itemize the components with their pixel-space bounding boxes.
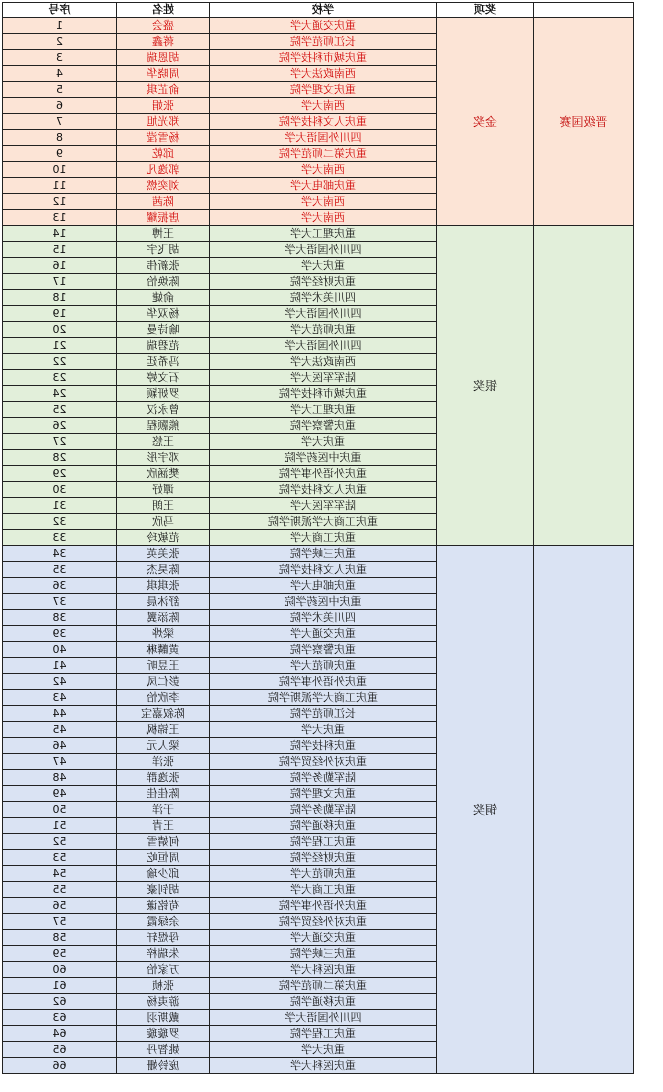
number-cell: 13 xyxy=(3,210,117,226)
name-cell: 马欣 xyxy=(117,514,210,530)
school-cell: 重庆第二师范学院 xyxy=(210,146,437,162)
name-cell: 熊颢程 xyxy=(117,418,210,434)
name-cell: 张美英 xyxy=(117,546,210,562)
number-cell: 35 xyxy=(3,562,117,578)
school-cell: 四川外国语大学 xyxy=(210,338,437,354)
school-cell: 重庆第二师范学院 xyxy=(210,978,437,994)
name-cell: 梁烨 xyxy=(117,626,210,642)
number-cell: 5 xyxy=(3,82,117,98)
header-no: 序号 xyxy=(3,3,117,18)
number-cell: 50 xyxy=(3,802,117,818)
number-cell: 2 xyxy=(3,34,117,50)
name-cell: 谭妤 xyxy=(117,482,210,498)
school-cell: 陆军军医大学 xyxy=(210,370,437,386)
school-cell: 长江师范学院 xyxy=(210,706,437,722)
school-cell: 重庆移通学院 xyxy=(210,994,437,1010)
award-cell: 金奖 xyxy=(437,18,534,226)
school-cell: 重庆师范大学 xyxy=(210,322,437,338)
number-cell: 20 xyxy=(3,322,117,338)
category-cell: 晋级国赛 xyxy=(534,18,634,226)
number-cell: 49 xyxy=(3,786,117,802)
name-cell: 姚智丹 xyxy=(117,1042,210,1058)
school-cell: 重庆工程学院 xyxy=(210,1026,437,1042)
name-cell: 彭仁凤 xyxy=(117,674,210,690)
name-cell: 王博 xyxy=(117,226,210,242)
number-cell: 40 xyxy=(3,642,117,658)
number-cell: 8 xyxy=(3,130,117,146)
school-cell: 重庆财经学院 xyxy=(210,850,437,866)
school-cell: 西南政法大学 xyxy=(210,354,437,370)
number-cell: 46 xyxy=(3,738,117,754)
school-cell: 重庆理工大学 xyxy=(210,402,437,418)
name-cell: 石文婷 xyxy=(117,370,210,386)
school-cell: 重庆邮电大学 xyxy=(210,578,437,594)
school-cell: 重庆交通大学 xyxy=(210,18,437,34)
name-cell: 余绿霞 xyxy=(117,914,210,930)
name-cell: 张新伟 xyxy=(117,258,210,274)
school-cell: 重庆对外经贸学院 xyxy=(210,914,437,930)
number-cell: 44 xyxy=(3,706,117,722)
number-cell: 45 xyxy=(3,722,117,738)
header-school: 学校 xyxy=(210,3,437,18)
header-category xyxy=(534,3,634,18)
school-cell: 重庆医科大学 xyxy=(210,1058,437,1074)
number-cell: 25 xyxy=(3,402,117,418)
school-cell: 重庆三峡学院 xyxy=(210,946,437,962)
number-cell: 9 xyxy=(3,146,117,162)
number-cell: 34 xyxy=(3,546,117,562)
name-cell: 何婧雪 xyxy=(117,834,210,850)
name-cell: 周恒屹 xyxy=(117,850,210,866)
school-cell: 重庆师范大学 xyxy=(210,866,437,882)
school-cell: 重庆城市科技学院 xyxy=(210,386,437,402)
school-cell: 重庆医科大学 xyxy=(210,962,437,978)
school-cell: 西南大学 xyxy=(210,194,437,210)
school-cell: 西南大学 xyxy=(210,162,437,178)
name-cell: 张桢 xyxy=(117,978,210,994)
school-cell: 重庆科技学院 xyxy=(210,738,437,754)
number-cell: 52 xyxy=(3,834,117,850)
category-cell xyxy=(534,226,634,546)
number-cell: 56 xyxy=(3,898,117,914)
name-cell: 王悠 xyxy=(117,434,210,450)
name-cell: 朱瑞梓 xyxy=(117,946,210,962)
name-cell: 于洋 xyxy=(117,802,210,818)
school-cell: 陆军勤务学院 xyxy=(210,770,437,786)
name-cell: 俞婕 xyxy=(117,290,210,306)
name-cell: 苟铭谦 xyxy=(117,898,210,914)
number-cell: 53 xyxy=(3,850,117,866)
number-cell: 19 xyxy=(3,306,117,322)
name-cell: 陈添翼 xyxy=(117,610,210,626)
number-cell: 60 xyxy=(3,962,117,978)
school-cell: 重庆城市科技学院 xyxy=(210,50,437,66)
number-cell: 43 xyxy=(3,690,117,706)
school-cell: 重庆中医药学院 xyxy=(210,450,437,466)
table-row xyxy=(3,18,634,34)
number-cell: 55 xyxy=(3,882,117,898)
school-cell: 四川外国语大学 xyxy=(210,1010,437,1026)
number-cell: 10 xyxy=(3,162,117,178)
number-cell: 39 xyxy=(3,626,117,642)
number-cell: 42 xyxy=(3,674,117,690)
number-cell: 29 xyxy=(3,466,117,482)
name-cell: 王朗 xyxy=(117,498,210,514)
name-cell: 胡恩瑞 xyxy=(117,50,210,66)
school-cell: 重庆工商大学派斯学院 xyxy=(210,690,437,706)
school-cell: 重庆交通大学 xyxy=(210,626,437,642)
number-cell: 3 xyxy=(3,50,117,66)
header-award: 奖项 xyxy=(437,3,534,18)
name-cell: 罗妍颖 xyxy=(117,386,210,402)
name-cell: 梁人元 xyxy=(117,738,210,754)
number-cell: 16 xyxy=(3,258,117,274)
award-table-body xyxy=(3,18,634,1074)
number-cell: 31 xyxy=(3,498,117,514)
school-cell: 四川外国语大学 xyxy=(210,130,437,146)
name-cell: 陈焕怡 xyxy=(117,274,210,290)
school-cell: 重庆警察学院 xyxy=(210,418,437,434)
name-cell: 范碧瑞 xyxy=(117,338,210,354)
number-cell: 63 xyxy=(3,1010,117,1026)
school-cell: 重庆工商大学 xyxy=(210,882,437,898)
name-cell: 李欣怡 xyxy=(117,690,210,706)
name-cell: 胡钊豪 xyxy=(117,882,210,898)
school-cell: 重庆对外经贸学院 xyxy=(210,754,437,770)
number-cell: 65 xyxy=(3,1042,117,1058)
number-cell: 37 xyxy=(3,594,117,610)
school-cell: 重庆理工大学 xyxy=(210,226,437,242)
name-cell: 杨双华 xyxy=(117,306,210,322)
number-cell: 23 xyxy=(3,370,117,386)
number-cell: 47 xyxy=(3,754,117,770)
number-cell: 58 xyxy=(3,930,117,946)
name-cell: 陈昊杰 xyxy=(117,562,210,578)
name-cell: 舒沐晨 xyxy=(117,594,210,610)
number-cell: 12 xyxy=(3,194,117,210)
number-cell: 24 xyxy=(3,386,117,402)
school-cell: 重庆文理学院 xyxy=(210,786,437,802)
school-cell: 重庆人文科技学院 xyxy=(210,482,437,498)
name-cell: 罗璇璇 xyxy=(117,1026,210,1042)
school-cell: 重庆外语外事学院 xyxy=(210,674,437,690)
name-cell: 唐振耀 xyxy=(117,210,210,226)
name-cell: 张逸群 xyxy=(117,770,210,786)
number-cell: 51 xyxy=(3,818,117,834)
school-cell: 西南大学 xyxy=(210,210,437,226)
header-row xyxy=(3,3,634,18)
number-cell: 14 xyxy=(3,226,117,242)
school-cell: 重庆邮电大学 xyxy=(210,178,437,194)
number-cell: 41 xyxy=(3,658,117,674)
school-cell: 重庆师范大学 xyxy=(210,658,437,674)
name-cell: 郭逸凡 xyxy=(117,162,210,178)
name-cell: 范敏玲 xyxy=(117,530,210,546)
number-cell: 48 xyxy=(3,770,117,786)
school-cell: 重庆工程学院 xyxy=(210,834,437,850)
school-cell: 重庆人文科技学院 xyxy=(210,114,437,130)
name-cell: 王锦枫 xyxy=(117,722,210,738)
number-cell: 22 xyxy=(3,354,117,370)
number-cell: 27 xyxy=(3,434,117,450)
school-cell: 重庆大学 xyxy=(210,258,437,274)
number-cell: 30 xyxy=(3,482,117,498)
number-cell: 64 xyxy=(3,1026,117,1042)
school-cell: 四川美术学院 xyxy=(210,290,437,306)
category-cell xyxy=(534,546,634,1074)
school-cell: 重庆外语外事学院 xyxy=(210,466,437,482)
school-cell: 重庆外语外事学院 xyxy=(210,898,437,914)
name-cell: 郑光旭 xyxy=(117,114,210,130)
number-cell: 4 xyxy=(3,66,117,82)
school-cell: 重庆交通大学 xyxy=(210,930,437,946)
table-row xyxy=(3,546,634,562)
name-cell: 陈佳佳 xyxy=(117,786,210,802)
school-cell: 长江师范学院 xyxy=(210,34,437,50)
name-cell: 曾永汉 xyxy=(117,402,210,418)
award-table xyxy=(2,2,634,1074)
number-cell: 26 xyxy=(3,418,117,434)
school-cell: 重庆人文科技学院 xyxy=(210,562,437,578)
school-cell: 重庆大学 xyxy=(210,434,437,450)
name-cell: 俞芷琪 xyxy=(117,82,210,98)
number-cell: 59 xyxy=(3,946,117,962)
name-cell: 杨雪滢 xyxy=(117,130,210,146)
name-cell: 戴斯羽 xyxy=(117,1010,210,1026)
name-cell: 陈茜 xyxy=(117,194,210,210)
school-cell: 西南大学 xyxy=(210,98,437,114)
number-cell: 6 xyxy=(3,98,117,114)
name-cell: 张洋 xyxy=(117,754,210,770)
name-cell: 万家怡 xyxy=(117,962,210,978)
name-cell: 张琪琪 xyxy=(117,578,210,594)
school-cell: 重庆移通学院 xyxy=(210,818,437,834)
name-cell: 王昱昕 xyxy=(117,658,210,674)
school-cell: 重庆工商大学 xyxy=(210,530,437,546)
school-cell: 重庆文理学院 xyxy=(210,82,437,98)
school-cell: 四川外国语大学 xyxy=(210,306,437,322)
school-cell: 西南政法大学 xyxy=(210,66,437,82)
name-cell: 邱乾 xyxy=(117,146,210,162)
school-cell: 重庆大学 xyxy=(210,722,437,738)
name-cell: 邱少瑜 xyxy=(117,866,210,882)
school-cell: 重庆财经学院 xyxy=(210,274,437,290)
name-cell: 黄麟琳 xyxy=(117,642,210,658)
number-cell: 11 xyxy=(3,178,117,194)
award-cell: 铜奖 xyxy=(437,546,534,1074)
school-cell: 陆军军医大学 xyxy=(210,498,437,514)
name-cell: 周晓华 xyxy=(117,66,210,82)
number-cell: 33 xyxy=(3,530,117,546)
number-cell: 61 xyxy=(3,978,117,994)
name-cell: 邓宇彤 xyxy=(117,450,210,466)
name-cell: 蒋鑫 xyxy=(117,34,210,50)
name-cell: 刘奕燃 xyxy=(117,178,210,194)
name-cell: 樊涵欣 xyxy=(117,466,210,482)
number-cell: 54 xyxy=(3,866,117,882)
school-cell: 四川外国语大学 xyxy=(210,242,437,258)
school-cell: 四川美术学院 xyxy=(210,610,437,626)
school-cell: 重庆警察学院 xyxy=(210,642,437,658)
school-cell: 重庆大学 xyxy=(210,1042,437,1058)
name-cell: 游夷杨 xyxy=(117,994,210,1010)
number-cell: 66 xyxy=(3,1058,117,1074)
number-cell: 15 xyxy=(3,242,117,258)
number-cell: 21 xyxy=(3,338,117,354)
number-cell: 28 xyxy=(3,450,117,466)
number-cell: 62 xyxy=(3,994,117,1010)
school-cell: 陆军勤务学院 xyxy=(210,802,437,818)
number-cell: 57 xyxy=(3,914,117,930)
number-cell: 36 xyxy=(3,578,117,594)
name-cell: 喻诗曼 xyxy=(117,322,210,338)
number-cell: 38 xyxy=(3,610,117,626)
school-cell: 重庆三峡学院 xyxy=(210,546,437,562)
name-cell: 冯希廷 xyxy=(117,354,210,370)
number-cell: 7 xyxy=(3,114,117,130)
school-cell: 重庆工商大学派斯学院 xyxy=(210,514,437,530)
number-cell: 1 xyxy=(3,18,117,34)
name-cell: 陈叙嘉宝 xyxy=(117,706,210,722)
number-cell: 32 xyxy=(3,514,117,530)
name-cell: 盛会 xyxy=(117,18,210,34)
name-cell: 母煜轩 xyxy=(117,930,210,946)
name-cell: 庞铃姗 xyxy=(117,1058,210,1074)
table-row xyxy=(3,226,634,242)
name-cell: 王青 xyxy=(117,818,210,834)
header-name: 姓名 xyxy=(117,3,210,18)
name-cell: 张娟 xyxy=(117,98,210,114)
number-cell: 17 xyxy=(3,274,117,290)
number-cell: 18 xyxy=(3,290,117,306)
award-cell: 银奖 xyxy=(437,226,534,546)
name-cell: 胡飞宇 xyxy=(117,242,210,258)
school-cell: 重庆中医药学院 xyxy=(210,594,437,610)
